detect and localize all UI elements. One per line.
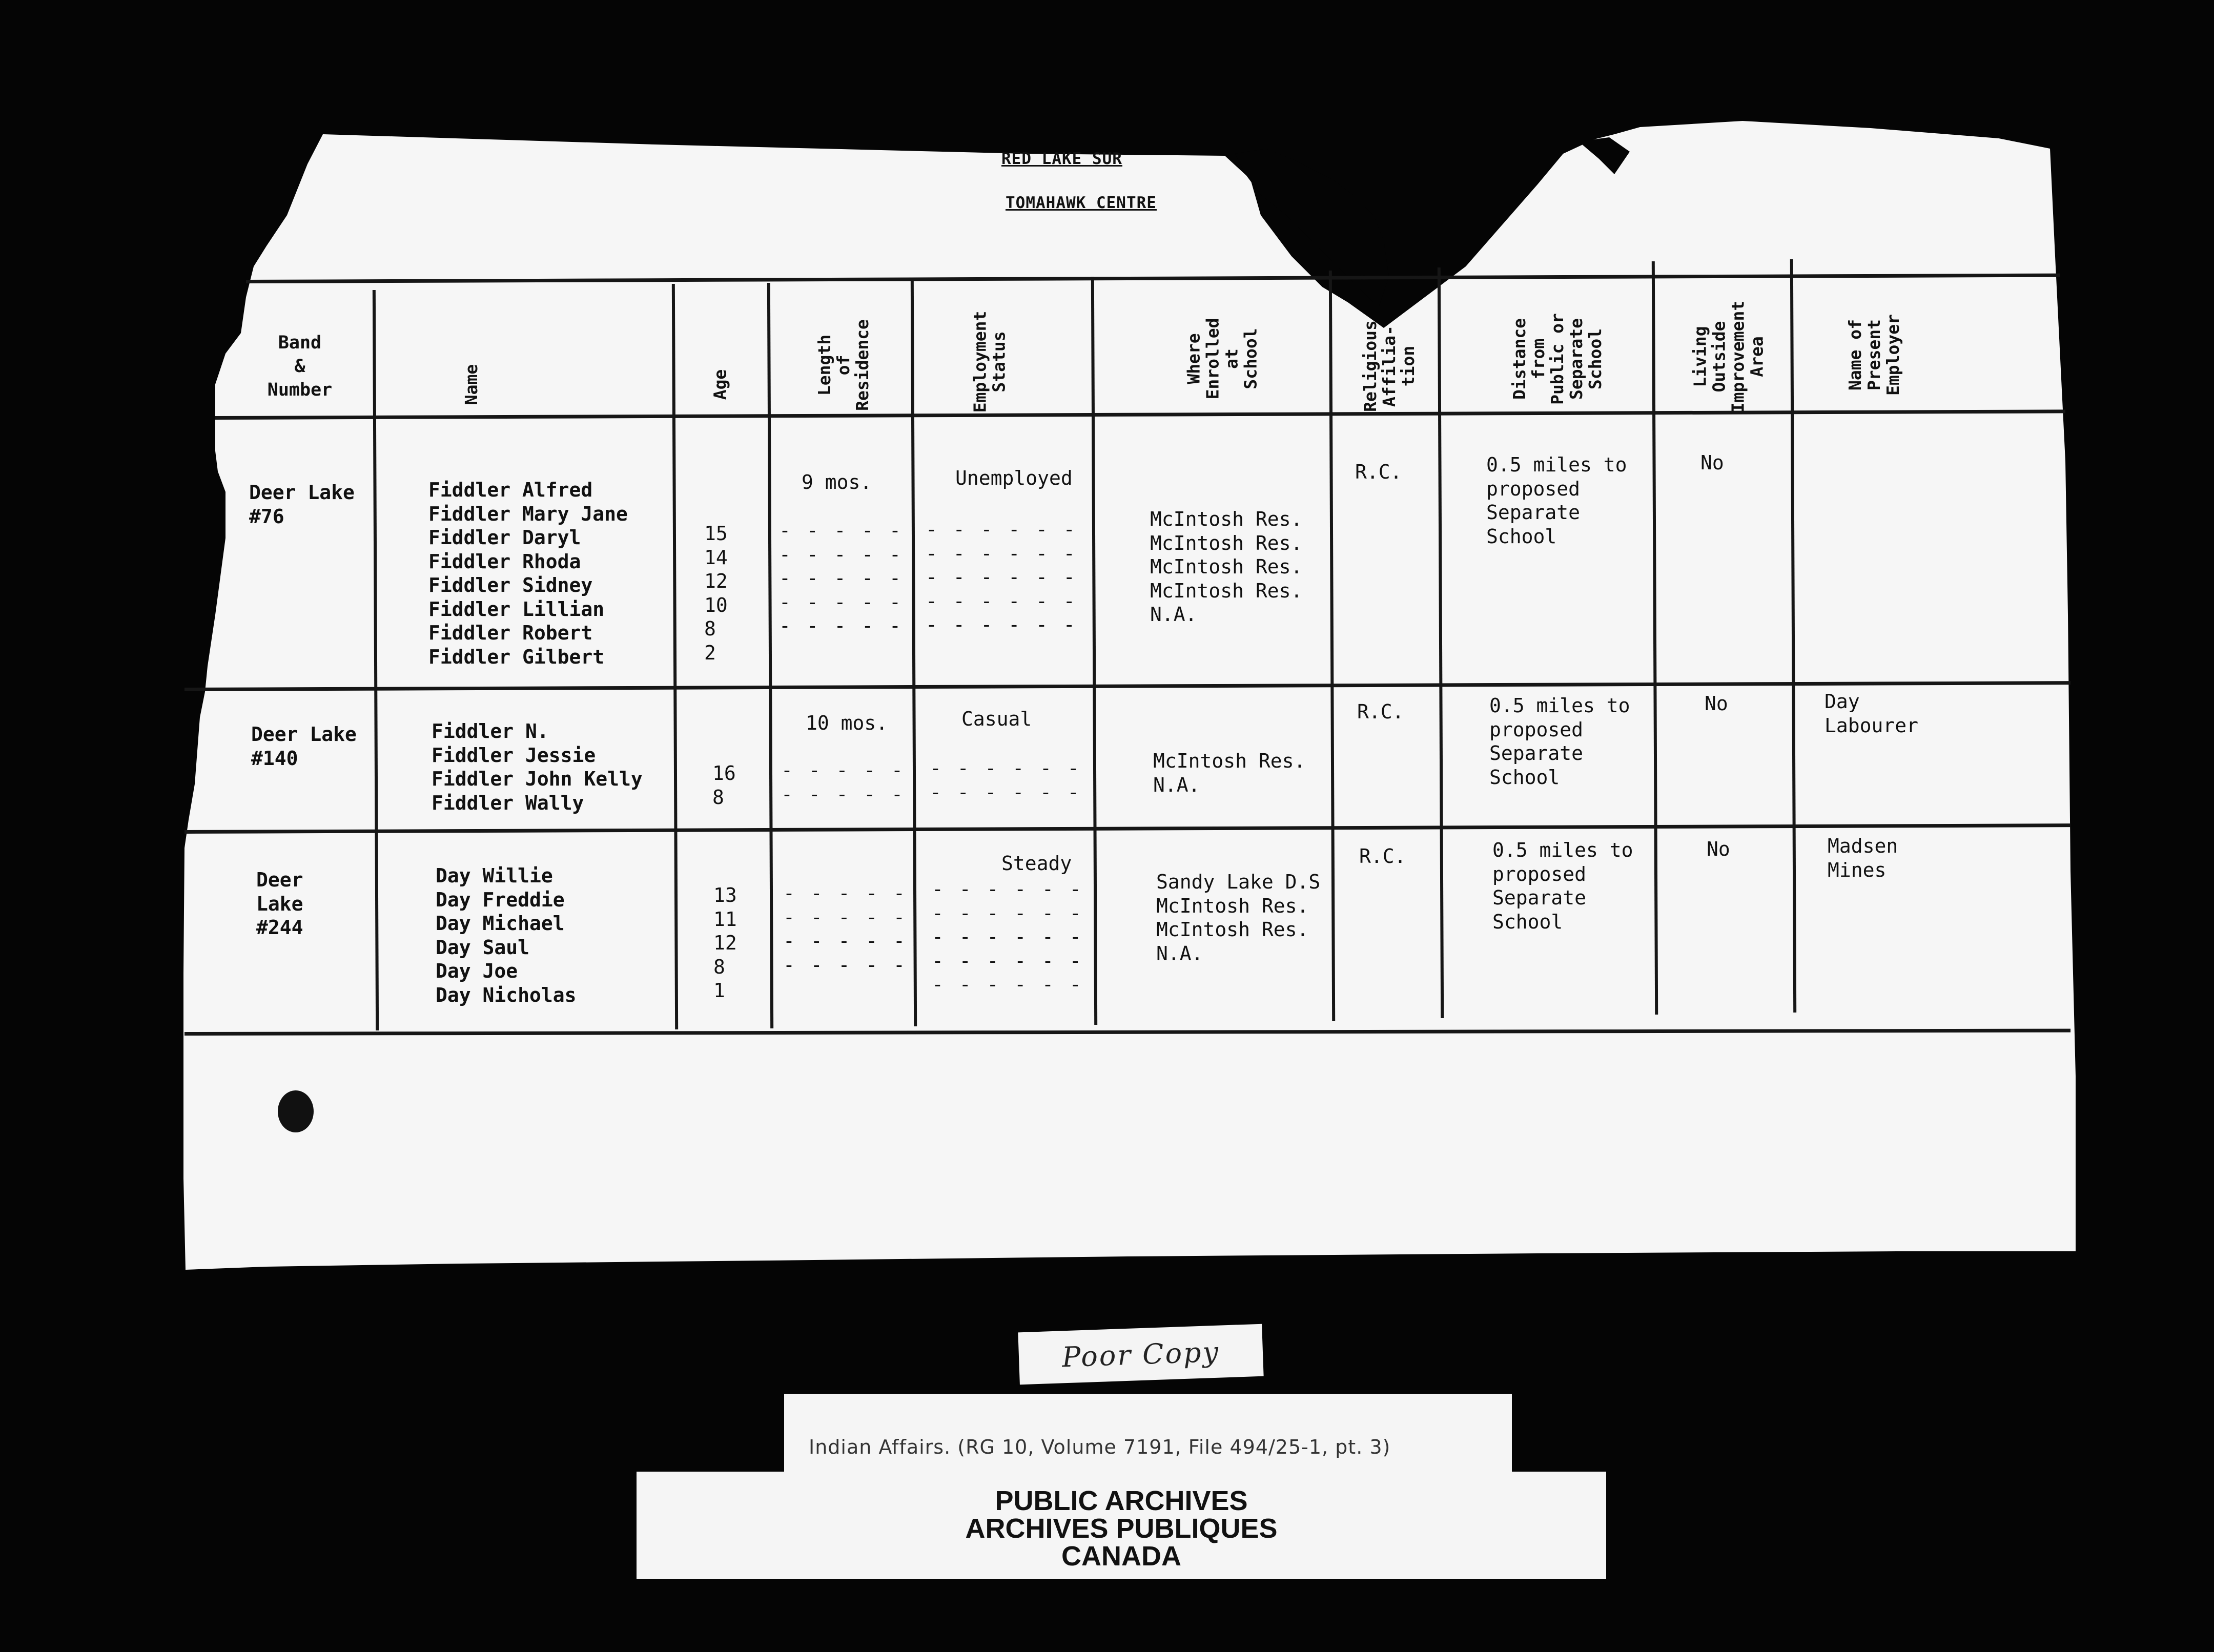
row1-residence: 9 mos. <box>802 471 872 493</box>
row1-names: Fiddler Alfred Fiddler Mary Jane Fiddler Daryl Fiddler Rhoda Fiddler Sidney Fiddler Lillian Fiddler Robert Fiddler Gilbert <box>428 479 628 668</box>
row3-employment-dittos: - - - - - - - - - - - - - - - - - - - - - - - - - - - - - - <box>932 878 1083 996</box>
row3-employer: Madsen Mines <box>1828 835 1898 881</box>
punch-hole-mark <box>278 1090 314 1132</box>
poor-copy-label: Poor Copy <box>1018 1324 1263 1385</box>
row3-names: Day Willie Day Freddie Day Michael Day Saul Day Joe Day Nicholas <box>436 864 577 1006</box>
row2-employer: Day Labourer <box>1824 690 1919 737</box>
row2-distance: 0.5 miles to proposed Separate School <box>1489 694 1630 789</box>
column-header-religion: Religious Affilia- tion <box>1360 320 1418 412</box>
archives-line-1: PUBLIC ARCHIVES <box>995 1485 1248 1516</box>
row2-religion: R.C. <box>1357 700 1404 723</box>
row2-names: Fiddler N. Fiddler Jessie Fiddler John Kelly Fiddler Wally <box>432 720 643 814</box>
row2-ages: 16 8 <box>712 762 736 809</box>
column-header-band: Band & Number <box>267 333 333 400</box>
row1-employment-dittos: - - - - - - - - - - - - - - - - - - - - - - - - - - - - - - <box>926 518 1077 636</box>
report-subheading: TOMAHAWK CENTRE <box>1006 194 1157 212</box>
row1-employment: Unemployed <box>955 467 1073 489</box>
row3-employment: Steady <box>1001 852 1072 875</box>
column-header-school: Where Enrolled at School <box>1183 318 1260 400</box>
archives-line-3: CANADA <box>1061 1541 1181 1572</box>
row3-religion: R.C. <box>1359 845 1406 868</box>
row1-religion: R.C. <box>1355 461 1402 483</box>
row1-distance: 0.5 miles to proposed Separate School <box>1486 453 1627 548</box>
row2-employment: Casual <box>961 708 1032 730</box>
row1-school: McIntosh Res. McIntosh Res. McIntosh Res. McIntosh Res. N.A. <box>1150 508 1303 626</box>
row1-ages: 15 14 12 10 8 2 <box>704 522 728 664</box>
column-header-name: Name <box>461 364 482 405</box>
row2-residence-dittos: - - - - - - - - - - <box>781 759 905 806</box>
column-header-age: Age <box>710 369 730 400</box>
archives-line-2: ARCHIVES PUBLIQUES <box>965 1513 1278 1544</box>
row3-residence-dittos: - - - - - - - - - - - - - - - - - - - - <box>783 882 907 976</box>
column-header-employment: Employment Status <box>970 311 1009 413</box>
row1-band: Deer Lake #76 <box>249 481 355 528</box>
row1-residence-dittos: - - - - - - - - - - - - - - - - - - - - - - - - - <box>779 519 903 637</box>
row3-school: Sandy Lake D.S McIntosh Res. McIntosh Res. N.A. <box>1156 871 1321 965</box>
row2-band: Deer Lake #140 <box>251 723 357 770</box>
column-header-living: Living Outside Improvement Area <box>1689 300 1767 413</box>
report-heading: RED LAKE SUR <box>1001 150 1122 168</box>
row3-ages: 13 11 12 8 1 <box>713 884 737 1002</box>
column-header-residence: Length of Residence <box>814 319 872 411</box>
row2-living: No <box>1705 692 1728 715</box>
row3-living: No <box>1707 838 1730 860</box>
column-header-employer: Name of Present Employer <box>1844 314 1903 396</box>
row2-school: McIntosh Res. N.A. <box>1153 750 1306 796</box>
row2-employment-dittos: - - - - - - - - - - - - <box>930 757 1081 803</box>
column-header-distance: Distance from Public or Separate School <box>1509 313 1605 405</box>
row3-distance: 0.5 miles to proposed Separate School <box>1492 839 1633 933</box>
archives-stamp-text <box>637 1487 1606 1570</box>
row3-band: Deer Lake #244 <box>256 869 303 939</box>
row2-residence: 10 mos. <box>806 712 888 734</box>
archives-stamp-card <box>637 1472 1606 1579</box>
row1-living: No <box>1700 451 1724 474</box>
archive-reference-text: Indian Affairs. (RG 10, Volume 7191, File 494/25-1, pt. 3) <box>809 1436 1391 1458</box>
